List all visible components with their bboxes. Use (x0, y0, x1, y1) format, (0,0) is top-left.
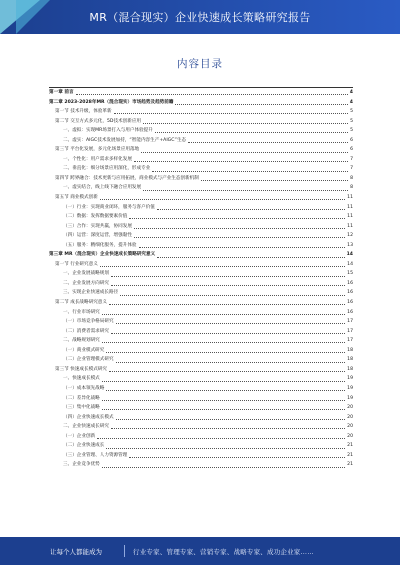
toc-entry-label: 第三章 MR（混合现实）企业快速成长策略研究意义 (49, 252, 156, 258)
toc-entry[interactable] (49, 374, 353, 384)
toc-dot-leader (129, 453, 345, 458)
toc-entry-label: （二）企业管理模式研究 (63, 357, 114, 363)
toc-dot-leader (102, 405, 345, 410)
toc-entry-label: 第二节 成长战略研究意义 (55, 300, 107, 306)
toc-entry-page: 18 (347, 347, 353, 353)
toc-dot-leader (155, 128, 348, 133)
toc-entry-label: 一、个性化：用户需求多样化发展 (63, 156, 132, 162)
toc-entry-page: 21 (347, 443, 353, 449)
toc-dot-leader (141, 148, 348, 153)
toc-entry-page: 18 (347, 357, 353, 363)
toc-entry-label: （三）合作：实现共赢，协同发展 (63, 223, 132, 229)
toc-entry[interactable] (49, 317, 353, 327)
toc-dot-leader (152, 167, 348, 172)
toc-dot-leader (106, 444, 345, 449)
toc-dot-leader (111, 424, 345, 429)
toc-entry-page: 21 (347, 462, 353, 468)
toc-dot-leader (102, 310, 345, 315)
toc-dot-leader (129, 214, 345, 219)
toc-entry-label: （三）企业管理、人力资源管理 (63, 452, 128, 458)
toc-entry[interactable] (49, 222, 353, 232)
toc-dot-leader (102, 463, 345, 468)
toc-entry-label: （一）企业创新 (63, 433, 96, 439)
toc-entry-page: 5 (350, 128, 353, 134)
toc-entry-page: 7 (350, 166, 353, 172)
toc-entry-label: 二、垂直化：细分场景应用深化，形成专业 (63, 166, 151, 172)
toc-entry-label: 第一章 前言 (49, 90, 74, 95)
toc-entry[interactable] (49, 231, 353, 241)
toc-entry-label: 第五节 商业模式创新 (55, 195, 98, 201)
toc-dot-leader (100, 262, 345, 267)
toc-entry[interactable] (49, 432, 353, 442)
toc-dot-leader (111, 329, 345, 334)
toc-entry-label: 一、企业发展战略规划 (63, 271, 109, 277)
toc-entry[interactable] (49, 88, 353, 98)
toc-dot-leader (143, 186, 348, 191)
toc-entry-page: 6 (350, 137, 353, 143)
toc-entry-page: 11 (347, 214, 353, 220)
toc-entry-page: 19 (347, 385, 353, 391)
toc-entry[interactable] (49, 288, 353, 298)
toc-entry-label: 第二节 交互方式多元化，5D技术创新应用 (55, 118, 142, 124)
footer-slogan: 让每个人都能成为 (50, 547, 102, 556)
footer-tagline: 行业专家、管理专家、营销专家、战略专家、成功企业家…… (133, 547, 314, 556)
toc-entry[interactable] (49, 441, 353, 451)
toc-entry-page: 16 (347, 309, 353, 315)
toc-entry[interactable] (49, 203, 353, 213)
toc-entry-page: 13 (347, 242, 353, 248)
footer-divider (124, 545, 125, 557)
toc-entry-page: 7 (350, 156, 353, 162)
toc-entry-page: 15 (347, 271, 353, 277)
toc-dot-leader (76, 90, 348, 95)
toc-entry-label: 三、实现企业快速成长路径 (63, 290, 119, 296)
toc-entry-page: 21 (347, 452, 353, 458)
toc-dot-leader (102, 338, 345, 343)
toc-dot-leader (106, 386, 345, 391)
toc-entry-label: 一、虚拟：实现MR场景打入与用户体验提升 (63, 128, 153, 134)
toc-dot-leader (109, 300, 345, 305)
toc-entry[interactable] (49, 327, 353, 337)
toc-entry[interactable] (49, 365, 353, 375)
toc-entry[interactable] (49, 346, 353, 356)
toc-entry[interactable] (49, 394, 353, 404)
toc-entry[interactable] (49, 384, 353, 394)
toc-entry[interactable] (49, 460, 353, 470)
toc-dot-leader (120, 291, 345, 296)
toc-entry[interactable] (49, 145, 353, 155)
toc-entry-page: 17 (347, 319, 353, 325)
toc-entry-page: 18 (347, 366, 353, 372)
toc-entry-page: 17 (347, 328, 353, 334)
table-of-contents (49, 87, 353, 470)
page-footer (0, 537, 400, 565)
toc-entry-label: 第二章 2023-2028年MR（混合现实）市场趋势及趋势前瞻 (49, 99, 174, 105)
toc-entry-label: （一）成本领先战略 (63, 385, 105, 391)
toc-entry-label: 第三节 快速成长模式研究 (55, 366, 107, 372)
report-title: MR（混合现实）企业快速成长策略研究报告 (89, 11, 311, 24)
toc-dot-leader (111, 281, 345, 286)
toc-entry-page: 4 (349, 90, 353, 95)
toc-entry-label: （二）数据：发挥数据要素价值 (63, 214, 128, 220)
toc-entry[interactable] (49, 355, 353, 365)
toc-entry-label: （三）集中化战略 (63, 405, 100, 411)
toc-entry-label: （一）市场竞争格局研究 (63, 319, 114, 325)
toc-entry[interactable] (49, 193, 353, 203)
toc-entry-page: 11 (347, 195, 353, 201)
toc-entry-page: 20 (347, 414, 353, 420)
toc-dot-leader (134, 157, 348, 162)
toc-dot-leader (143, 119, 348, 124)
toc-dot-leader (139, 243, 346, 248)
toc-entry-label: 二、虚实：AIGC技术发展加持，“智能内容生产+AIGC”生态 (63, 137, 187, 143)
toc-entry-label: 一、虚实结合，线上线下融合应用发展 (63, 185, 142, 191)
toc-entry-page: 5 (350, 118, 353, 124)
toc-entry-label: （二）消费者需求研究 (63, 328, 109, 334)
toc-entry-page: 16 (347, 300, 353, 306)
toc-entry-page: 19 (347, 395, 353, 401)
toc-dot-leader (114, 109, 348, 114)
toc-entry-page: 8 (350, 185, 353, 191)
toc-entry[interactable] (49, 403, 353, 413)
toc-entry-page: 17 (347, 338, 353, 344)
toc-entry[interactable] (49, 164, 353, 174)
toc-entry-page: 11 (347, 204, 353, 210)
toc-dot-leader (157, 205, 345, 210)
toc-entry-label: 第一节 行业研究意义 (55, 261, 98, 267)
toc-entry-label: （一）商业模式研究 (63, 347, 105, 353)
toc-title: 内容目录 (177, 58, 223, 70)
toc-entry[interactable] (49, 241, 353, 251)
toc-dot-leader (157, 253, 344, 258)
toc-entry[interactable] (49, 413, 353, 423)
toc-entry-label: （五）服务：精细化服务，提升体验 (63, 242, 137, 248)
toc-entry[interactable] (49, 298, 353, 308)
toc-dot-leader (175, 100, 347, 105)
toc-entry[interactable] (49, 183, 353, 193)
toc-entry-label: 二、战略规划研究 (63, 338, 100, 344)
toc-entry-label: 三、企业竞争优势 (63, 462, 100, 468)
toc-dot-leader (106, 348, 345, 353)
toc-dot-leader (109, 367, 345, 372)
toc-dot-leader (102, 396, 345, 401)
toc-entry-page: 6 (350, 147, 353, 153)
toc-entry-page: 20 (347, 424, 353, 430)
toc-entry-label: 二、企业快速成长研究 (63, 424, 109, 430)
toc-entry-page: 14 (347, 261, 353, 267)
toc-entry-page: 14 (346, 252, 353, 258)
toc-entry-label: （四）运营：深度运营，增强黏性 (63, 233, 132, 239)
toc-entry[interactable] (49, 212, 353, 222)
toc-entry[interactable] (49, 451, 353, 461)
toc-entry-label: 二、企业发展方向研究 (63, 280, 109, 286)
report-header (0, 0, 400, 34)
header-decoration-secondary (16, 0, 50, 34)
toc-entry[interactable] (49, 107, 353, 117)
toc-dot-leader (188, 138, 348, 143)
toc-entry[interactable] (49, 279, 353, 289)
toc-entry-page: 8 (350, 175, 353, 181)
toc-entry[interactable] (49, 155, 353, 165)
toc-entry-page: 20 (347, 433, 353, 439)
toc-entry-page: 11 (347, 223, 353, 229)
toc-dot-leader (201, 176, 348, 181)
toc-entry-label: 一、快速成长模式 (63, 376, 100, 382)
toc-entry[interactable] (49, 308, 353, 318)
toc-dot-leader (116, 358, 346, 363)
toc-entry-page: 4 (349, 99, 353, 105)
toc-dot-leader (97, 434, 345, 439)
toc-entry-label: 第一节 技术升级，体验革新 (55, 109, 112, 115)
toc-entry-page: 20 (347, 405, 353, 411)
toc-entry-label: （一）行业：实现商业闭环，服务与客户价值 (63, 204, 155, 210)
toc-entry[interactable] (49, 117, 353, 127)
toc-entry-label: 第三节 平台化发展，多元化场景应用落地 (55, 147, 140, 153)
toc-entry-page: 16 (347, 290, 353, 296)
toc-entry[interactable] (49, 250, 353, 260)
toc-entry[interactable] (49, 336, 353, 346)
toc-entry[interactable] (49, 269, 353, 279)
toc-entry[interactable] (49, 422, 353, 432)
toc-entry-page: 5 (350, 109, 353, 115)
toc-entry[interactable] (49, 174, 353, 184)
toc-entry-label: 一、行业市场研究 (63, 309, 100, 315)
toc-dot-leader (116, 319, 346, 324)
toc-entry[interactable] (49, 98, 353, 108)
toc-entry-label: 第四节 跨界融合：技术更新与应用拓展，商业模式与产业生态创新机制 (55, 175, 199, 181)
toc-entry-page: 12 (347, 233, 353, 239)
toc-entry-label: （四）企业快速成长模式 (63, 414, 114, 420)
toc-dot-leader (134, 224, 345, 229)
toc-dot-leader (102, 377, 345, 382)
toc-entry[interactable] (49, 260, 353, 270)
toc-entry-label: （二）差异化战略 (63, 395, 100, 401)
toc-dot-leader (116, 415, 346, 420)
toc-entry-page: 16 (347, 280, 353, 286)
toc-dot-leader (111, 272, 345, 277)
toc-entry-page: 19 (347, 376, 353, 382)
toc-entry[interactable] (49, 126, 353, 136)
toc-dot-leader (134, 233, 345, 238)
toc-dot-leader (100, 195, 345, 200)
toc-entry[interactable] (49, 136, 353, 146)
toc-entry-label: （二）企业快速成长 (63, 443, 105, 449)
